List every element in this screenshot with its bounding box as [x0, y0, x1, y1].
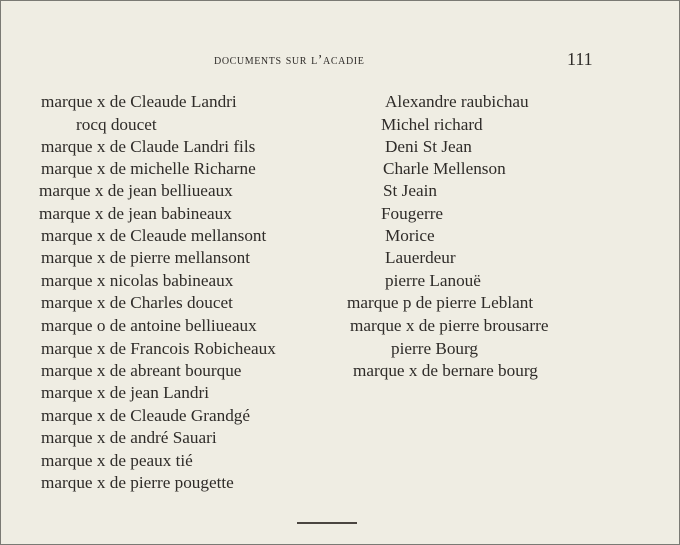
signature-right-11: marque x de pierre brousarre: [350, 316, 549, 335]
signature-left-14: marque x de jean Landri: [41, 383, 209, 402]
signature-left-9: marque x nicolas babineaux: [41, 271, 234, 290]
signature-left-6: marque x de jean babineaux: [39, 204, 232, 223]
signature-left-18: marque x de pierre pougette: [41, 473, 234, 492]
signature-left-8: marque x de pierre mellansont: [41, 248, 251, 267]
signature-left-7: marque x de Cleaude mellansont: [41, 226, 267, 245]
running-header: documents sur l’acadie: [214, 53, 365, 68]
signature-right-2: Michel richard: [381, 115, 483, 134]
signature-right-1: Alexandre raubichau: [385, 92, 529, 111]
signature-right-9: pierre Lanouë: [385, 271, 481, 290]
signature-right-13: marque x de bernare bourg: [353, 361, 538, 380]
end-rule: [297, 522, 357, 524]
signature-right-7: Morice: [385, 226, 435, 245]
signature-right-10: marque p de pierre Leblant: [347, 293, 534, 312]
signature-right-3: Deni St Jean: [385, 137, 472, 156]
signature-right-5: St Jeain: [383, 181, 437, 200]
signature-left-16: marque x de andré Sauari: [41, 428, 217, 447]
signature-right-8: Lauerdeur: [385, 248, 456, 267]
signature-left-15: marque x de Cleaude Grandgé: [41, 406, 251, 425]
signature-right-6: Fougerre: [381, 204, 444, 223]
signature-left-10: marque x de Charles doucet: [41, 293, 233, 312]
signature-left-13: marque x de abreant bourque: [41, 361, 242, 380]
signature-left-5: marque x de jean belliueaux: [39, 181, 233, 200]
signature-left-2: rocq doucet: [76, 115, 157, 134]
signature-left-17: marque x de peaux tié: [41, 451, 193, 470]
signature-right-4: Charle Mellenson: [383, 159, 506, 178]
signature-right-12: pierre Bourg: [391, 339, 479, 358]
signature-left-1: marque x de Cleaude Landri: [41, 92, 237, 111]
signature-left-12: marque x de Francois Robicheaux: [41, 339, 276, 358]
signature-left-3: marque x de Claude Landri fils: [41, 137, 256, 156]
page-number: 111: [567, 49, 593, 69]
signature-left-4: marque x de michelle Richarne: [41, 159, 256, 178]
signature-left-11: marque o de antoine belliueaux: [41, 316, 257, 335]
